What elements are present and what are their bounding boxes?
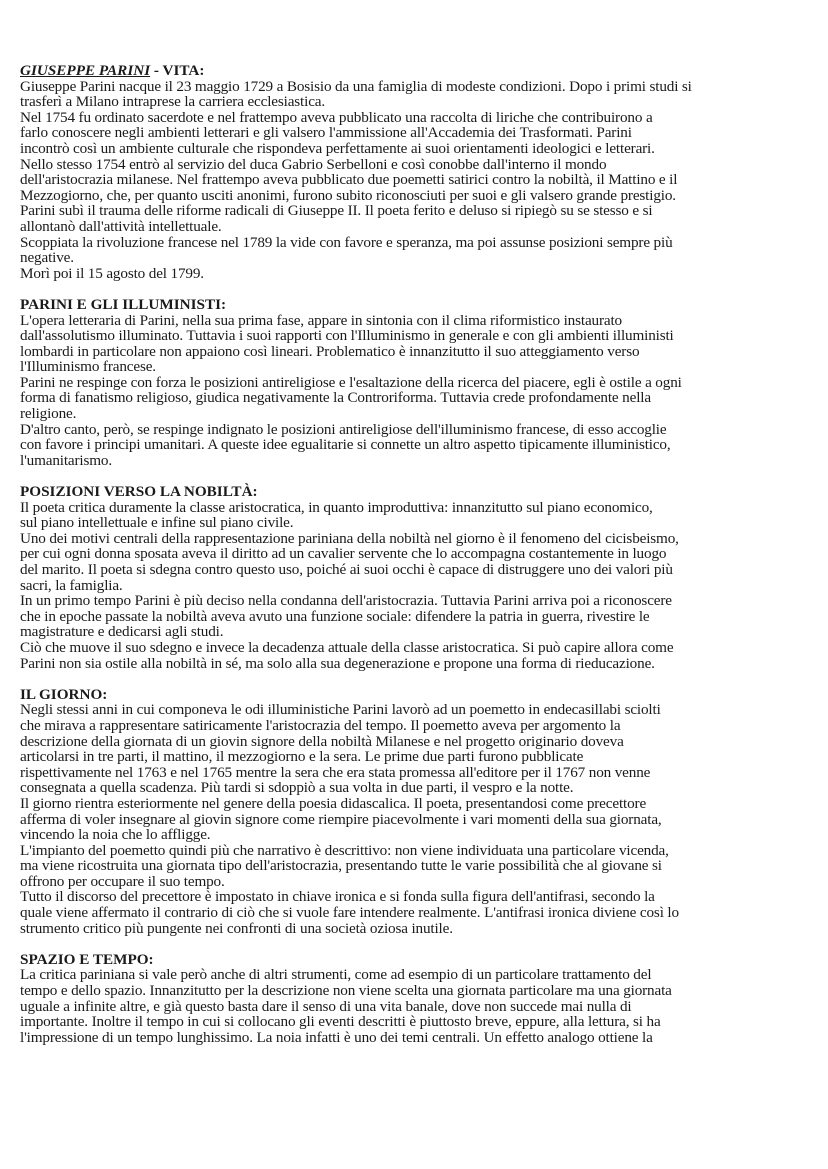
text-line: l'umanitarismo. — [20, 451, 113, 469]
text-line: uguale a infinite altre, e già questo basta dare il senso di una vita banale, dove non succede mai nulla di — [20, 997, 632, 1015]
section-heading: SPAZIO E TEMPO: — [20, 950, 154, 968]
text-line: quale viene affermato il contrario di ciò che si vuole fare intendere realmente. L'antifrasi ironica diviene così lo — [20, 904, 679, 922]
text-line: Uno dei motivi centrali della rappresentazione pariniana della nobiltà nel giorno è il fenomeno del cicisbeismo, — [20, 529, 679, 547]
text-line: religione. — [20, 405, 77, 423]
section — [20, 297, 828, 469]
text-line: ma viene ricostruita una giornata tipo dell'aristocrazia, presentando tutte le varie possibilità che al giovane si — [20, 857, 662, 875]
text-line: per cui ogni donna sposata aveva il diritto ad un cavalier servente che lo accompagna costantemente in luogo — [20, 545, 667, 563]
text-line: tempo e dello spazio. Innanzitutto per la descrizione non viene scelta una giornata particolare ma una giornata — [20, 982, 672, 1000]
text-line: Nello stesso 1754 entrò al servizio del duca Gabrio Serbelloni e così conobbe dall'interno il mondo — [20, 155, 607, 173]
text-line: Mezzogiorno, che, per quanto usciti anonimi, furono subito riconosciuti per suoi e gli valsero grande prestigio. — [20, 186, 676, 204]
text-line: dall'assolutismo illuminato. Tuttavia i suoi rapporti con l'Illuminismo in generale e con gli ambienti illuministi — [20, 327, 674, 345]
text-line: Negli stessi anni in cui componeva le odi illuministiche Parini lavorò ad un poemetto in endecasillabi sciolti — [20, 701, 661, 719]
text-line: Ciò che muove il suo sdegno e invece la decadenza attuale della classe aristocratica. Si può capire allora come — [20, 638, 674, 656]
text-line: In un primo tempo Parini è più deciso nella condanna dell'aristocrazia. Tuttavia Parini arriva poi a riconoscere — [20, 592, 672, 610]
title-suffix: - VITA: — [150, 62, 205, 79]
text-line: Parini ne respinge con forza le posizioni antireligiose e l'esaltazione della ricerca del piacere, egli è ostile a ogni — [20, 373, 682, 391]
text-line: del marito. Il poeta si sdegna contro questo uso, poiché ai suoi occhi è capace di distruggere uno dei valori più — [20, 561, 673, 578]
title-name: GIUSEPPE PARINI — [20, 62, 151, 79]
text-line: Scoppiata la rivoluzione francese nel 1789 la vide con favore e speranza, ma poi assunse posizioni sempre più — [20, 233, 673, 251]
text-line: Il poeta critica duramente la classe aristocratica, in quanto improduttiva: innanzitutto sul piano economico, — [20, 498, 653, 516]
section-heading: PARINI E GLI ILLUMINISTI: — [20, 295, 227, 313]
text-line: D'altro canto, però, se respinge indignato le posizioni antireligiose dell'illuminismo francese, di esso accoglie — [20, 420, 667, 438]
text-line: offrono per occupare il suo tempo. — [20, 872, 225, 890]
text-line: L'opera letteraria di Parini, nella sua prima fase, appare in sintonia con il clima riformistico instaurato — [20, 311, 622, 329]
text-line: magistrature e dedicarsi agli studi. — [20, 623, 224, 641]
text-line: lombardi in particolare non appaiono così lineari. Problematico è innanzitutto il suo atteggiamento verso — [20, 342, 640, 360]
text-line: Il giorno rientra esteriormente nel genere della poesia didascalica. Il poeta, presentandosi come precettore — [20, 794, 647, 812]
text-line: negative. — [20, 249, 74, 267]
text-line: consegnata a quella scadenza. Più tardi si sdoppiò a sua volta in due parti, il vespro e la notte. — [20, 779, 574, 797]
text-line: incontrò così un ambiente culturale che rispondeva perfettamente ai suoi orientamenti ideologici e letterari. — [20, 139, 655, 157]
text-line: forma di fanatismo religioso, giudica negativamente la Controriforma. Tuttavia crede profondamente nella — [20, 389, 651, 407]
text-line: Parini subì il trauma delle riforme radicali di Giuseppe II. Il poeta ferito e deluso si ripiegò su se stesso e si — [20, 202, 653, 220]
text-line: rispettivamente nel 1763 e nel 1765 mentre la sera che era stata promessa all'editore per il 1767 non venne — [20, 763, 651, 781]
section-heading: POSIZIONI VERSO LA NOBILTÀ: — [20, 483, 258, 501]
text-line: Tutto il discorso del precettore è impostato in chiave ironica e si fonda sulla figura dell'antifrasi, secondo la — [20, 888, 655, 906]
section — [20, 952, 828, 1046]
text-line: Parini non sia ostile alla nobiltà in sé, ma solo alla sua degenerazione e propone una forma di rieducazione. — [20, 654, 655, 672]
text-line: che mirava a rappresentare satiricamente l'aristocrazia del tempo. Il poemetto aveva per argomento la — [20, 716, 621, 734]
text-line: L'impianto del poemetto quindi più che narrativo è descrittivo: non viene individuata una particolare vicenda, — [20, 841, 669, 859]
text-line: descrizione della giornata di un giovin signore della nobiltà Milanese e nel progetto originario doveva — [20, 732, 624, 750]
text-line: l'Illuminismo francese. — [20, 358, 156, 376]
text-line: afferma di voler insegnare al giovin signore come riempire piacevolmente i vari momenti della sua giornata, — [20, 810, 662, 828]
text-line: con favore i principi umanitari. A queste idee egualitarie si connette un altro aspetto tipicamente illuministico, — [20, 436, 671, 454]
text-line: l'impressione di un tempo lunghissimo. La noia infatti è uno dei temi centrali. Un effetto analogo ottiene la — [20, 1028, 653, 1046]
text-line: che in epoche passate la nobiltà aveva avuto una funzione sociale: difendere la patria in guerra, rivestire le — [20, 607, 650, 625]
text-line: Giuseppe Parini nacque il 23 maggio 1729 a Bosisio da una famiglia di modeste condizioni. Dopo i primi studi si — [20, 77, 692, 95]
text-line: La critica pariniana si vale però anche di altri strumenti, come ad esempio di un particolare trattamento del — [20, 966, 652, 984]
text-line: vincendo la noia che lo affligge. — [20, 826, 211, 844]
text-line: Morì poi il 15 agosto del 1799. — [20, 264, 204, 282]
text-line: strumento critico più pungente nei confronti di una società oziosa inutile. — [20, 919, 453, 937]
text-line: sacri, la famiglia. — [20, 576, 123, 594]
text-line: Nel 1754 fu ordinato sacerdote e nel frattempo aveva pubblicato una raccolta di liriche che contribuirono a — [20, 108, 653, 126]
text-line: dell'aristocrazia milanese. Nel frattempo aveva pubblicato due poemetti satirici contro la nobiltà, il Mattino e il — [20, 171, 678, 189]
section — [20, 79, 828, 282]
section — [20, 484, 828, 671]
text-line: importante. Inoltre il tempo in cui si collocano gli eventi descritti è piuttosto breve, eppure, alla lettura, si ha — [20, 1013, 661, 1031]
document-title — [20, 63, 828, 79]
section — [20, 687, 828, 937]
text-line: farlo conoscere negli ambienti letterari e gli valsero l'ammissione all'Accademia dei Trasformati. Parini — [20, 124, 632, 142]
section-heading: IL GIORNO: — [20, 685, 108, 703]
text-line: articolarsi in tre parti, il mattino, il mezzogiorno e la sera. Le prime due parti furono pubblicate — [20, 748, 584, 766]
text-line: allontanò dall'attività intellettuale. — [20, 217, 222, 235]
text-line: sul piano intellettuale e infine sul piano civile. — [20, 514, 294, 532]
text-line: trasferì a Milano intraprese la carriera ecclesiastica. — [20, 93, 326, 111]
